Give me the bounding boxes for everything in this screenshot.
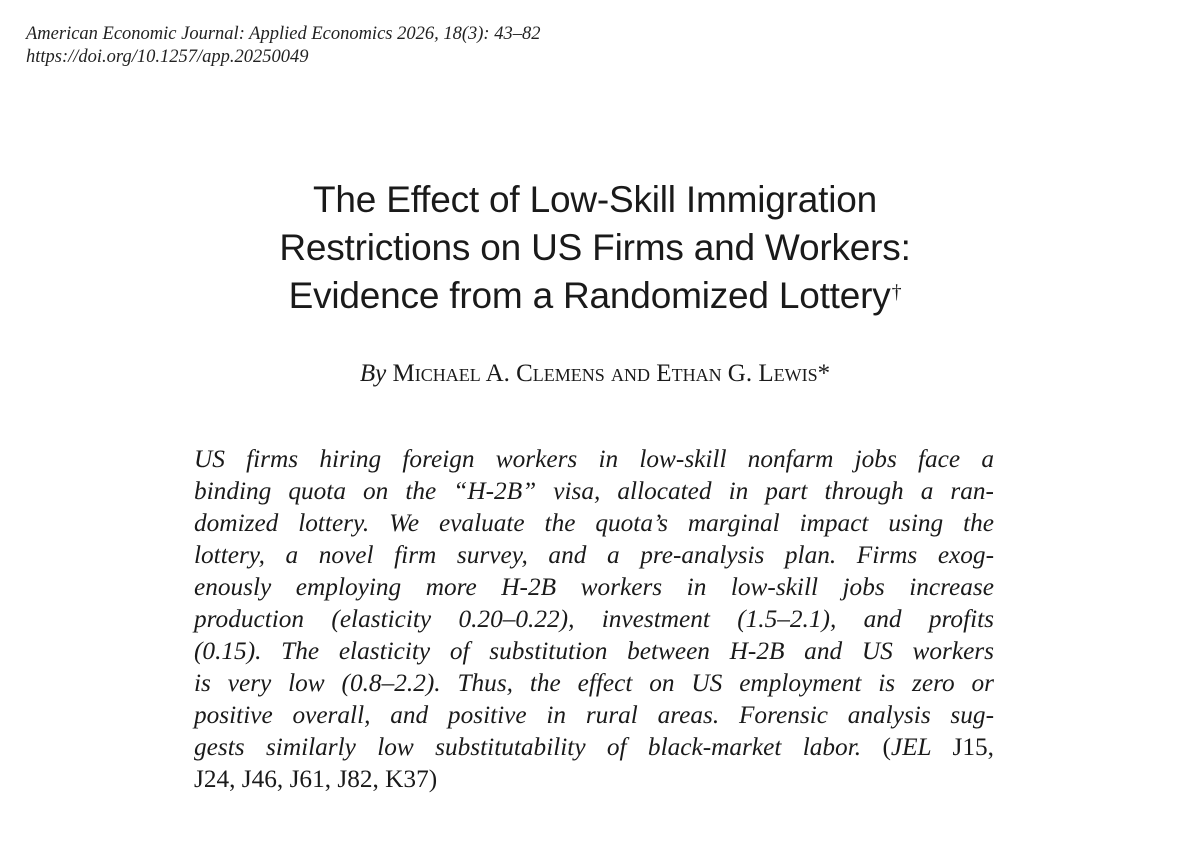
title-line-text: Evidence from a Randomized Lottery bbox=[288, 275, 891, 316]
abstract-line bbox=[194, 731, 994, 763]
abstract-line: US firms hiring foreign workers in low-skill nonfarm jobs face a bbox=[194, 445, 994, 473]
jel-open-paren: ( bbox=[882, 733, 891, 761]
abstract-line: positive overall, and positive in rural areas. Forensic analysis sug- bbox=[194, 701, 994, 729]
abstract bbox=[194, 443, 994, 795]
abstract-line: enously employing more H-2B workers in low-skill jobs increase bbox=[194, 573, 994, 601]
journal-header bbox=[26, 23, 540, 69]
abstract-line-text: gests similarly low substitutability of black-market labor. bbox=[194, 733, 862, 761]
abstract-line: binding quota on the “H-2B” visa, allocated in part through a ran- bbox=[194, 477, 994, 505]
abstract-line: lottery, a novel firm survey, and a pre-analysis plan. Firms exog- bbox=[194, 541, 994, 569]
doi-link[interactable]: https://doi.org/10.1257/app.20250049 bbox=[26, 47, 309, 67]
title-footnote-mark[interactable]: † bbox=[891, 281, 902, 303]
byline bbox=[0, 358, 1190, 390]
title-line: Restrictions on US Firms and Workers: bbox=[279, 227, 911, 268]
jel-codes-first: J15, bbox=[952, 733, 994, 761]
abstract-line: production (elasticity 0.20–0.22), investment (1.5–2.1), and profits bbox=[194, 605, 994, 633]
paper-title bbox=[0, 176, 1190, 320]
abstract-line: is very low (0.8–2.2). Thus, the effect on US employment is zero or bbox=[194, 669, 994, 697]
abstract-line: (0.15). The elasticity of substitution between H-2B and US workers bbox=[194, 637, 994, 665]
jel-codes: J24, J46, J61, J82, K37) bbox=[194, 765, 438, 793]
author-names: Michael A. Clemens and Ethan G. Lewis* bbox=[392, 360, 831, 387]
abstract-line: domized lottery. We evaluate the quota’s marginal impact using the bbox=[194, 509, 994, 537]
title-line: The Effect of Low-Skill Immigration bbox=[313, 179, 877, 220]
byline-by: By bbox=[359, 360, 387, 387]
jel-label: JEL bbox=[890, 733, 932, 761]
title-line bbox=[0, 272, 1190, 320]
journal-citation: American Economic Journal: Applied Economics 2026, 18(3): 43–82 bbox=[26, 24, 541, 44]
